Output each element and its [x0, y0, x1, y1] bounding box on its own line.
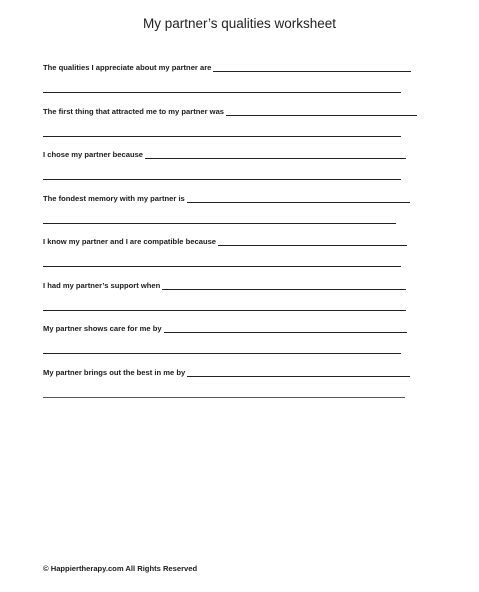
page-title: My partner’s qualities worksheet [142, 16, 337, 31]
answer-line[interactable] [43, 171, 401, 180]
answer-line[interactable] [145, 149, 406, 159]
answer-line[interactable] [164, 323, 407, 333]
prompt-item [43, 104, 423, 148]
prompt-item [43, 278, 423, 322]
answer-line[interactable] [43, 84, 401, 93]
prompt-item [43, 147, 423, 191]
copyright-footer: © Happiertherapy.com All Rights Reserved [43, 564, 198, 573]
answer-line[interactable] [213, 62, 411, 72]
prompt-label: The first thing that attracted me to my partner was [43, 106, 225, 116]
answer-line[interactable] [187, 367, 410, 377]
answer-line[interactable] [43, 302, 406, 311]
answer-line[interactable] [218, 236, 407, 246]
prompt-label: I had my partner’s support when [43, 280, 161, 290]
prompt-list [43, 60, 423, 408]
prompt-label: My partner shows care for me by [43, 324, 162, 333]
answer-line[interactable] [43, 345, 401, 354]
prompt-label: The qualities I appreciate about my partner are [43, 63, 212, 72]
answer-line[interactable] [43, 128, 401, 137]
prompt-item [43, 234, 423, 278]
answer-line[interactable] [226, 106, 417, 116]
prompt-item [43, 60, 423, 104]
answer-line[interactable] [43, 215, 396, 224]
prompt-label: The fondest memory with my partner is [43, 193, 185, 203]
answer-line[interactable] [187, 193, 410, 203]
answer-line[interactable] [43, 389, 405, 398]
prompt-item [43, 191, 423, 235]
prompt-label: My partner brings out the best in me by [43, 367, 186, 377]
answer-line[interactable] [43, 258, 401, 267]
prompt-item [43, 365, 423, 409]
prompt-label: I chose my partner because [43, 150, 144, 159]
prompt-item [43, 321, 423, 365]
answer-line[interactable] [162, 280, 406, 290]
prompt-label: I know my partner and I are compatible because [43, 237, 217, 246]
